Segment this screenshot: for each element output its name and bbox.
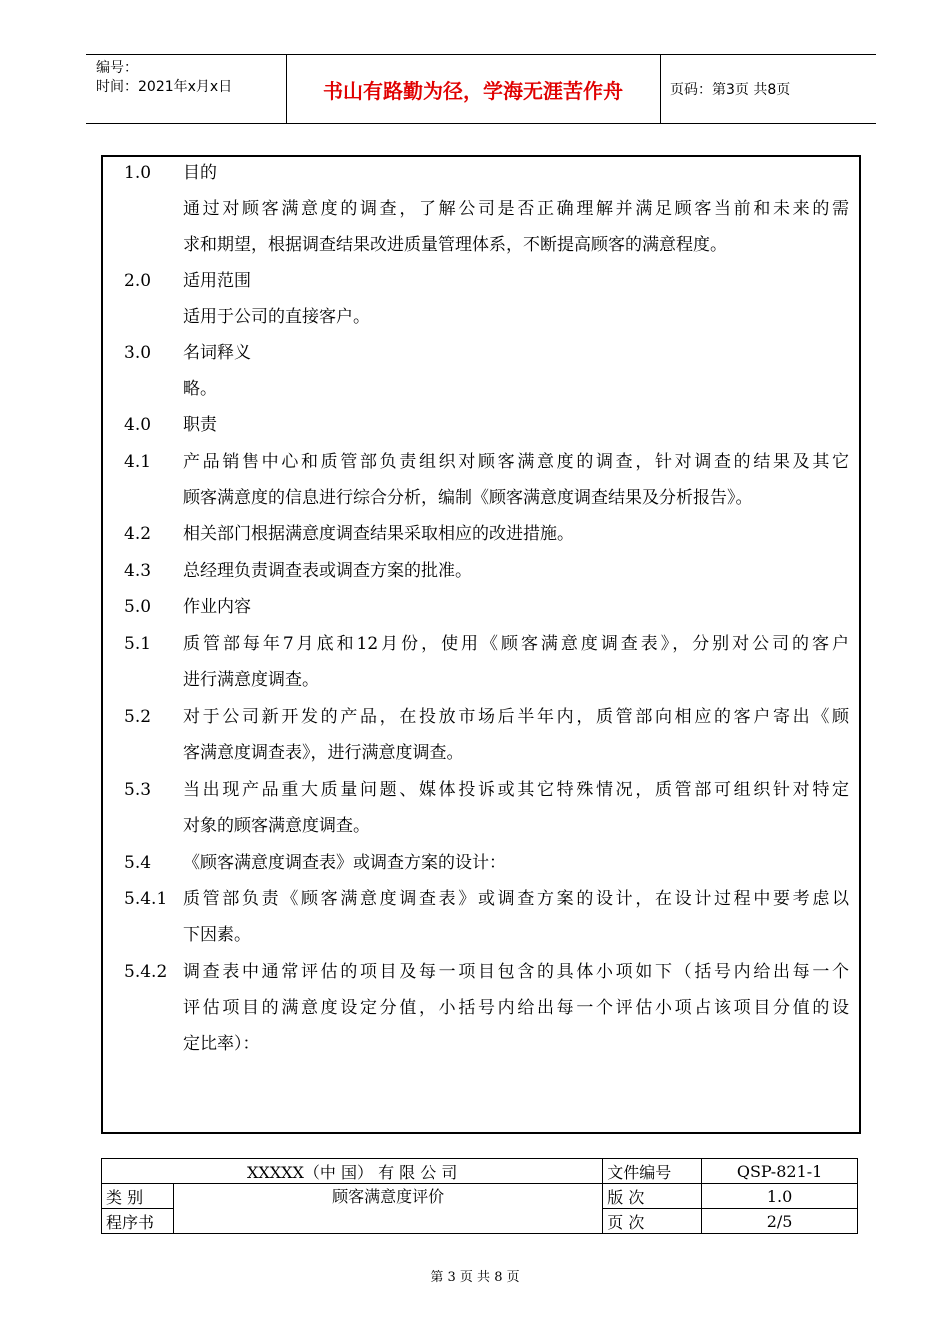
paragraph-line: 评估项目的满意度设定分值，小括号内给出每一个评估小项占该项目分值的设 xyxy=(183,998,849,1018)
section-number: 4.3 xyxy=(124,561,152,581)
paragraph-line: 顾客满意度的信息进行综合分析，编制《顾客满意度调查结果及分析报告》。 xyxy=(183,488,753,508)
section-number: 1.0 xyxy=(124,163,152,183)
paragraph-line: 通过对顾客满意度的调查，了解公司是否正确理解并满足顾客当前和未来的需 xyxy=(183,199,849,219)
paragraph-line: 对于公司新开发的产品，在投放市场后半年内，质管部向相应的客户寄出《顾 xyxy=(183,707,849,727)
content-box xyxy=(101,155,861,1134)
paragraph-line: 质管部负责《顾客满意度调查表》或调查方案的设计，在设计过程中要考虑以 xyxy=(183,889,849,909)
document-info-table xyxy=(101,1158,858,1234)
section-title: 职责 xyxy=(183,415,217,435)
section-number: 5.0 xyxy=(124,597,152,617)
paragraph-line: 总经理负责调查表或调查方案的批准。 xyxy=(183,561,472,581)
version: 1.0 xyxy=(702,1184,858,1209)
paragraph-line: 对象的顾客满意度调查。 xyxy=(183,816,370,836)
serial-label: 编号： xyxy=(96,60,138,76)
paragraph-line: 略。 xyxy=(183,379,217,399)
version-label: 版 次 xyxy=(603,1184,702,1209)
section-title: 适用范围 xyxy=(183,271,251,291)
paragraph-line: 求和期望，根据调查结果改进质量管理体系，不断提高顾客的满意程度。 xyxy=(183,235,727,255)
paragraph-line: 客满意度调查表》，进行满意度调查。 xyxy=(183,743,464,763)
time-label: 时间：2021年x月x日 xyxy=(96,79,233,95)
document-title: 顾客满意度评价 xyxy=(173,1184,602,1234)
page-value: 2/5 xyxy=(702,1209,858,1234)
page-label: 页 次 xyxy=(603,1209,702,1234)
company-name: XXXXX（中 国） 有 限 公 司 xyxy=(102,1159,603,1184)
section-number: 5.2 xyxy=(124,707,152,727)
paragraph-line: 调查表中通常评估的项目及每一项目包含的具体小项如下（括号内给出每一个 xyxy=(183,962,849,982)
doc-no-label: 文件编号 xyxy=(603,1159,702,1184)
section-number: 3.0 xyxy=(124,343,152,363)
section-number: 4.1 xyxy=(124,452,152,472)
paragraph-line: 当出现产品重大质量问题、媒体投诉或其它特殊情况，质管部可组织针对特定 xyxy=(183,780,849,800)
header-motto: 书山有路勤为径，学海无涯苦作舟 xyxy=(323,78,623,103)
section-title: 目的 xyxy=(183,163,217,183)
paragraph-line: 质管部每年7月底和12月份，使用《顾客满意度调查表》，分别对公司的客户 xyxy=(183,634,849,654)
header-meta xyxy=(96,59,286,97)
header-divider xyxy=(660,55,661,123)
page-footer: 第 3 页 共 8 页 xyxy=(430,1270,520,1285)
section-number: 5.4.2 xyxy=(124,962,168,982)
paragraph-line: 定比率）： xyxy=(183,1034,260,1054)
section-number: 5.4.1 xyxy=(124,889,168,909)
paragraph-line: 适用于公司的直接客户。 xyxy=(183,307,370,327)
section-number: 4.0 xyxy=(124,415,152,435)
paragraph-line: 产品销售中心和质管部负责组织对顾客满意度的调查，针对调查的结果及其它 xyxy=(183,452,849,472)
page-header xyxy=(86,54,876,124)
doc-type: 程序书 xyxy=(102,1209,174,1234)
section-number: 4.2 xyxy=(124,524,152,544)
header-page-label: 页码：第3页 共8页 xyxy=(670,82,791,98)
section-title: 作业内容 xyxy=(183,597,251,617)
section-number: 5.4 xyxy=(124,853,152,873)
paragraph-line: 相关部门根据满意度调查结果采取相应的改进措施。 xyxy=(183,524,574,544)
paragraph-line: 下因素。 xyxy=(183,925,251,945)
paragraph-line: 《顾客满意度调查表》或调查方案的设计： xyxy=(183,853,506,873)
section-number: 2.0 xyxy=(124,271,152,291)
category-label: 类 别 xyxy=(102,1184,174,1209)
paragraph-line: 进行满意度调查。 xyxy=(183,670,319,690)
section-number: 5.3 xyxy=(124,780,152,800)
doc-no: QSP-821-1 xyxy=(702,1159,858,1184)
section-number: 5.1 xyxy=(124,634,152,654)
section-title: 名词释义 xyxy=(183,343,251,363)
